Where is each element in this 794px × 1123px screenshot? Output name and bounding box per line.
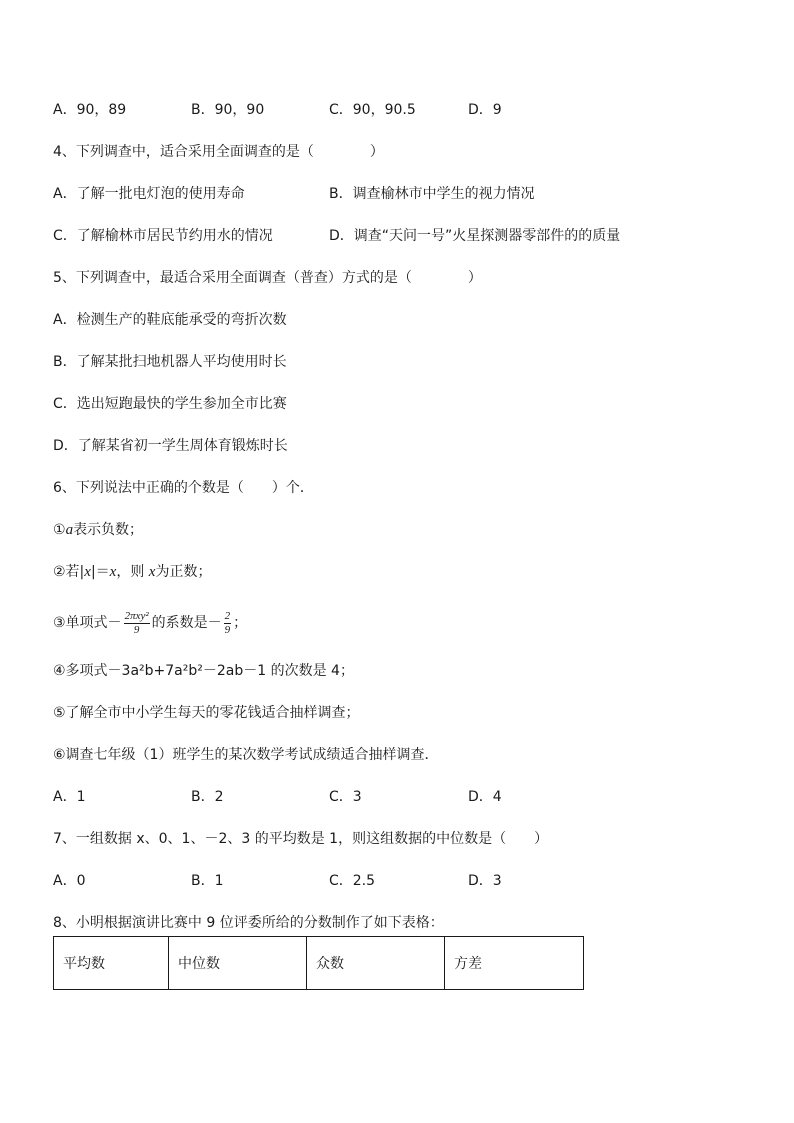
q6-s2-mid2: ，则 [116, 564, 149, 580]
q6-statement-6: ⑥调查七年级（1）班学生的某次数学考试成绩适合抽样调查． [53, 747, 439, 763]
q6-s2-var2: x [109, 564, 117, 580]
q3-option-b: B．90，90 [191, 102, 265, 118]
q6-s1-var: a [65, 522, 74, 538]
table-header-median: 中位数 [169, 937, 307, 990]
q5-option-a: A．检测生产的鞋底能承受的弯折次数 [53, 312, 287, 328]
q4-option-c: C．了解榆林市居民节约用水的情况 [53, 228, 273, 244]
score-table [53, 936, 584, 990]
q6-statement-2 [53, 562, 211, 582]
table-header-mode: 众数 [307, 937, 445, 990]
q6-s3-mid: 的系数是－ [151, 615, 222, 631]
table-row [54, 937, 584, 990]
table-header-variance: 方差 [445, 937, 584, 990]
q6-s3-frac-num: 2πxy² [124, 609, 149, 622]
q6-stem: 6、下列说法中正确的个数是（ ）个． [53, 480, 314, 496]
q7-option-d: D．3 [468, 873, 502, 889]
q6-option-d: D．4 [468, 789, 502, 805]
q6-s2-post: 为正数； [155, 564, 212, 580]
q6-s1-post: 表示负数； [73, 522, 144, 538]
q7-option-a: A．0 [53, 873, 86, 889]
q7-stem: 7、一组数据 x、0、1、－2、3 的平均数是 1，则这组数据的中位数是（ ） [53, 831, 549, 847]
q4-option-a: A．了解一批电灯泡的使用寿命 [53, 186, 245, 202]
q6-statement-5: ⑤了解全市中小学生每天的零花钱适合抽样调查； [53, 705, 360, 721]
q6-s3-frac-den: 9 [133, 623, 140, 636]
q7-option-c: C．2.5 [329, 873, 376, 889]
q3-option-d: D．9 [468, 102, 502, 118]
q6-s2-var3: x [148, 564, 156, 580]
q6-s3-fraction [124, 610, 150, 637]
q4-option-b: B．调查榆林市中学生的视力情况 [329, 186, 535, 202]
q5-option-b: B．了解某批扫地机器人平均使用时长 [53, 354, 287, 370]
q6-s3-frac2-den: 9 [224, 623, 231, 636]
q4-stem: 4、下列调查中，适合采用全面调查的是（ ） [53, 144, 384, 160]
q7-option-b: B．1 [191, 873, 224, 889]
q3-option-a: A．90，89 [53, 102, 127, 118]
q5-stem: 5、下列调查中，最适合采用全面调查（普查）方式的是（ ） [53, 270, 482, 286]
q6-option-b: B．2 [191, 789, 224, 805]
q6-s3-frac2-num: 2 [224, 609, 231, 622]
q6-statement-4: ④多项式－3a²b+7a²b²－2ab－1 的次数是 4； [53, 663, 354, 679]
q5-option-c: C．选出短跑最快的学生参加全市比赛 [53, 396, 287, 412]
q6-s1-pre: ① [53, 522, 66, 538]
q6-s3-post: ； [233, 615, 248, 631]
q6-s2-pre: ②若| [53, 564, 85, 580]
q6-statement-3 [53, 606, 247, 640]
table-header-mean: 平均数 [54, 937, 169, 990]
q6-s3-pre: ③单项式－ [53, 615, 122, 631]
q4-option-d: D．调查“天问一号”火星探测器零部件的的质量 [329, 228, 621, 244]
q8-stem: 8、小明根据演讲比赛中 9 位评委所给的分数制作了如下表格： [53, 915, 444, 931]
q5-option-d: D．了解某省初一学生周体育锻炼时长 [53, 438, 288, 454]
q6-option-c: C．3 [329, 789, 362, 805]
q3-option-c: C．90，90.5 [329, 102, 416, 118]
q6-statement-1 [53, 520, 143, 540]
q6-option-a: A．1 [53, 789, 86, 805]
q6-s2-mid: |＝ [90, 564, 110, 580]
q6-s3-fraction-2 [224, 610, 232, 637]
q6-s2-var1: x [84, 564, 91, 580]
